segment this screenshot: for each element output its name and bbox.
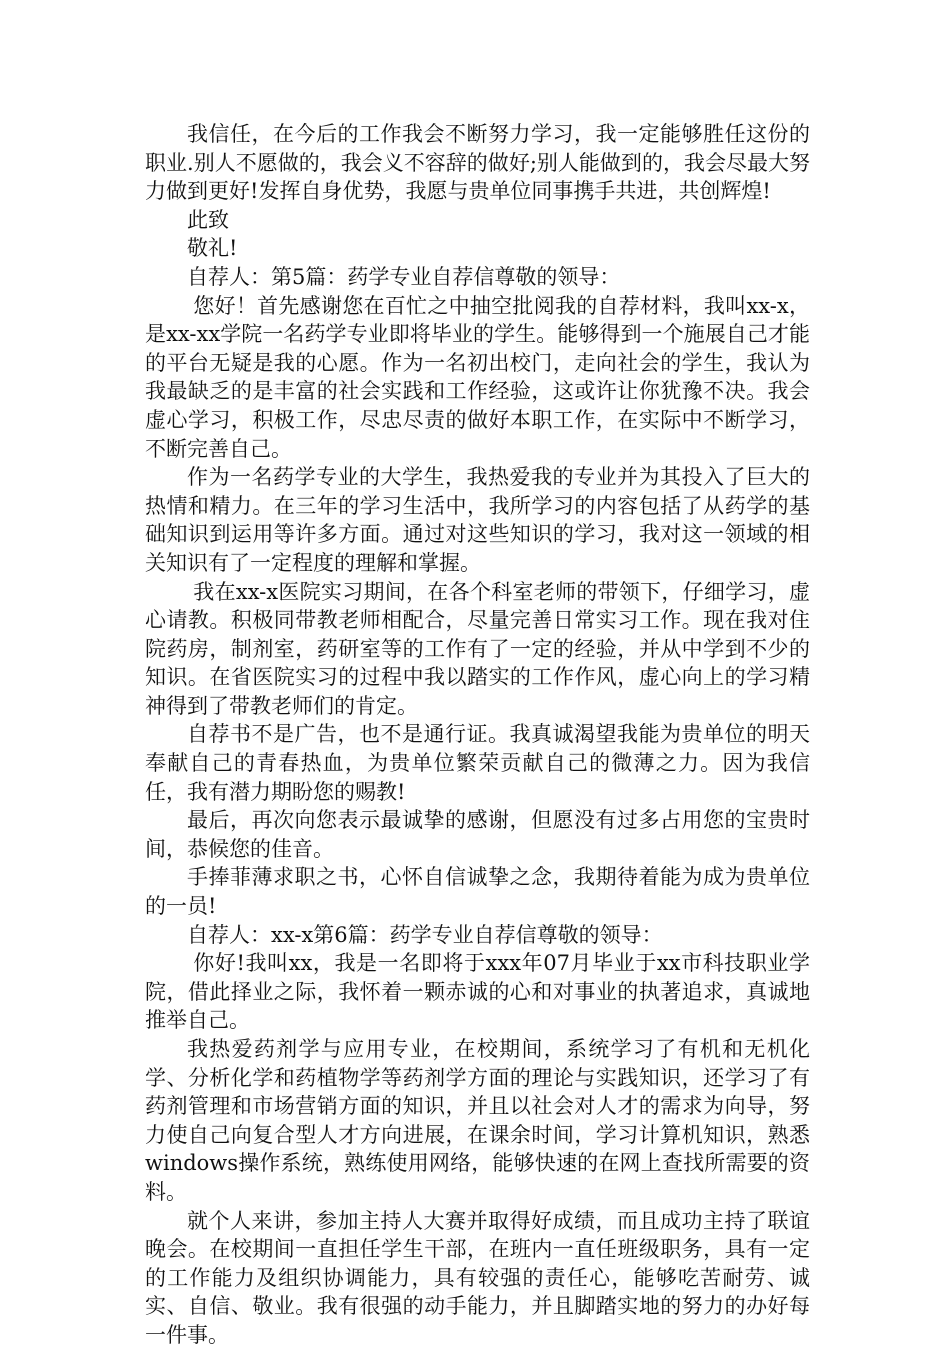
paragraph-thanks: 最后，再次向您表示最诚挚的感谢，但愿没有过多占用您的宝贵时间，恭候您的佳音。: [145, 808, 810, 861]
paragraph-salutation-jingli: 敬礼!: [187, 236, 238, 261]
paragraph-personal-abilities: 就个人来讲，参加主持人大赛并取得好成绩，而且成功主持了联谊晚会。在校期间一直担任学生干部，在班内一直任班级职务，具有一定的工作能力及组织协调能力，具有较强的责任心，能够吃苦耐劳、诚实、自信、敬业。我有很强的动手能力，并且脚踏实地的努力的办好每一件事。: [145, 1208, 810, 1347]
paragraph-internship: 我在xx-x医院实习期间，在各个科室老师的带领下，仔细学习，虚心请教。积极同带教老师相配合，尽量完善日常实习工作。现在我对住院药房，制剂室，药研室等的工作有了一定的经验，并从中学到不少的知识。在省医院实习的过程中我以踏实的工作作风，虚心向上的学习精神得到了带教老师们的肯定。: [145, 579, 810, 718]
paragraph-major-study: 作为一名药学专业的大学生，我热爱我的专业并为其投入了巨大的热情和精力。在三年的学习生活中，我所学习的内容包括了从药学的基础知识到运用等许多方面。通过对这些知识的学习，我对这一领域的相关知识有了一定程度的理解和掌握。: [145, 465, 810, 575]
paragraph-greeting-intro: 您好！首先感谢您在百忙之中抽空批阅我的自荐材料，我叫xx-x，是xx-xx学院一名药学专业即将毕业的学生。能够得到一个施展自己才能的平台无疑是我的心愿。作为一名初出校门，走向社会的学生，我认为我最缺乏的是丰富的社会实践和工作经验，这或许让你犹豫不决。我会虚心学习，积极工作，尽忠尽责的做好本职工作，在实际中不断学习，不断完善自己。: [145, 293, 810, 461]
paragraph-pharmacy-study: 我热爱药剂学与应用专业，在校期间，系统学习了有机和无机化学、分析化学和药植物学等药剂学方面的理论与实践知识，还学习了有药剂管理和市场营销方面的知识，并且以社会对人才的需求为向导，努力使自己向复合型人才方向进展，在课余时间，学习计算机知识，熟悉windows操作系统，熟练使用网络，能够快速的在网上查找所需要的资料。: [145, 1037, 810, 1204]
paragraph-expectation: 手捧菲薄求职之书，心怀自信诚挚之念，我期待着能为成为贵单位的一员!: [145, 865, 810, 919]
paragraph-recommender-article-6-heading: 自荐人：xx-x第6篇：药学专业自荐信尊敬的领导：: [187, 922, 663, 947]
paragraph-self-recommendation: 自荐书不是广告，也不是通行证。我真诚渴望我能为贵单位的明天奉献自己的青春热血，为贵单位繁荣贡献自己的微薄之力。因为我信任，我有潜力期盼您的赐教!: [145, 722, 810, 804]
document-body: [145, 120, 810, 1350]
paragraph-salutation-cizhi: 此致: [187, 207, 229, 232]
paragraph-greeting-self-intro: 你好!我叫xx，我是一名即将于xxx年07月毕业于xx市科技职业学院，借此择业之际，我怀着一颗赤诚的心和对事业的执著追求，真诚地推举自己。: [145, 951, 810, 1033]
paragraph-recommender-article-5-heading: 自荐人：第5篇：药学专业自荐信尊敬的领导：: [187, 264, 621, 289]
paragraph-closing-commitment: 我信任，在今后的工作我会不断努力学习，我一定能够胜任这份的职业.别人不愿做的，我会义不容辞的做好;别人能做到的，我会尽最大努力做到更好!发挥自身优势，我愿与贵单位同事携手共进，共创辉煌!: [145, 122, 810, 204]
